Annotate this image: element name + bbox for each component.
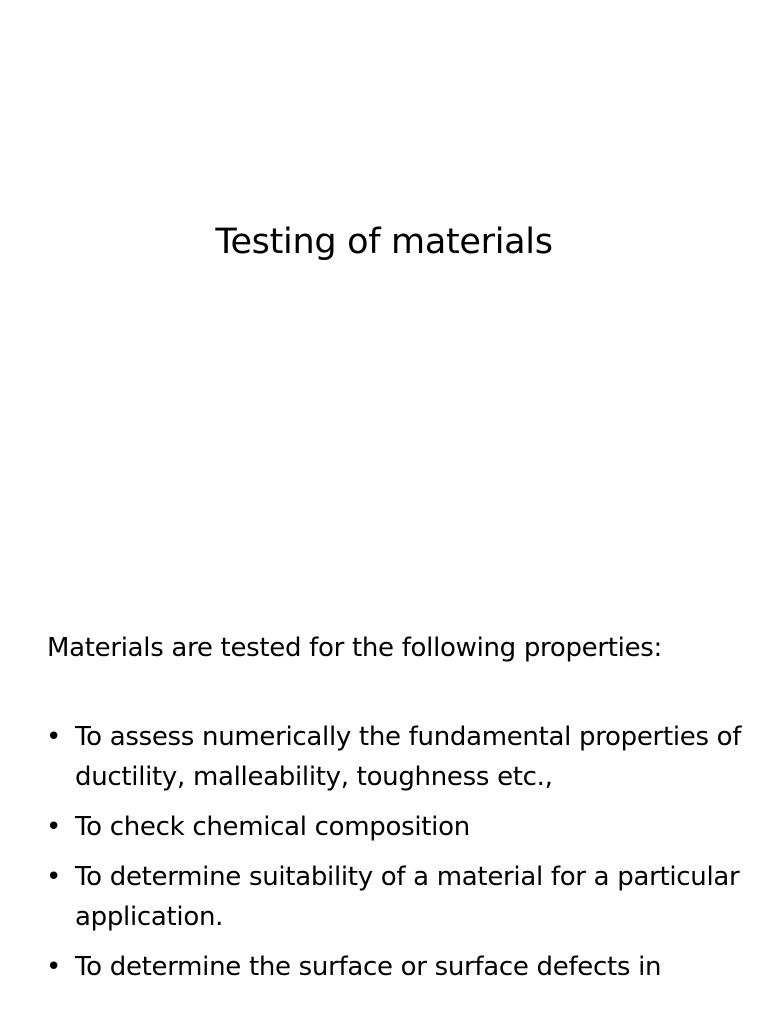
bullet-dot-icon: •: [46, 952, 62, 982]
intro-text: Materials are tested for the following properties:: [47, 633, 662, 663]
bullet-item: [46, 717, 746, 797]
bullet-item: [46, 857, 746, 937]
bullet-dot-icon: •: [46, 722, 62, 752]
bullet-item: [46, 947, 746, 987]
bullet-dot-icon: •: [46, 812, 62, 842]
bullet-text: To determine the surface or surface defects in: [75, 952, 662, 982]
bullet-dot-icon: •: [46, 862, 62, 892]
slide-title: Testing of materials: [215, 222, 553, 262]
bullet-text: To determine suitability of a material for a particular application.: [75, 862, 740, 932]
bullet-list: [46, 717, 746, 997]
bullet-text: To check chemical composition: [75, 812, 470, 842]
bullet-text: To assess numerically the fundamental properties of ductility, malleability, toughness etc.,: [75, 722, 742, 792]
bullet-item: [46, 807, 746, 847]
